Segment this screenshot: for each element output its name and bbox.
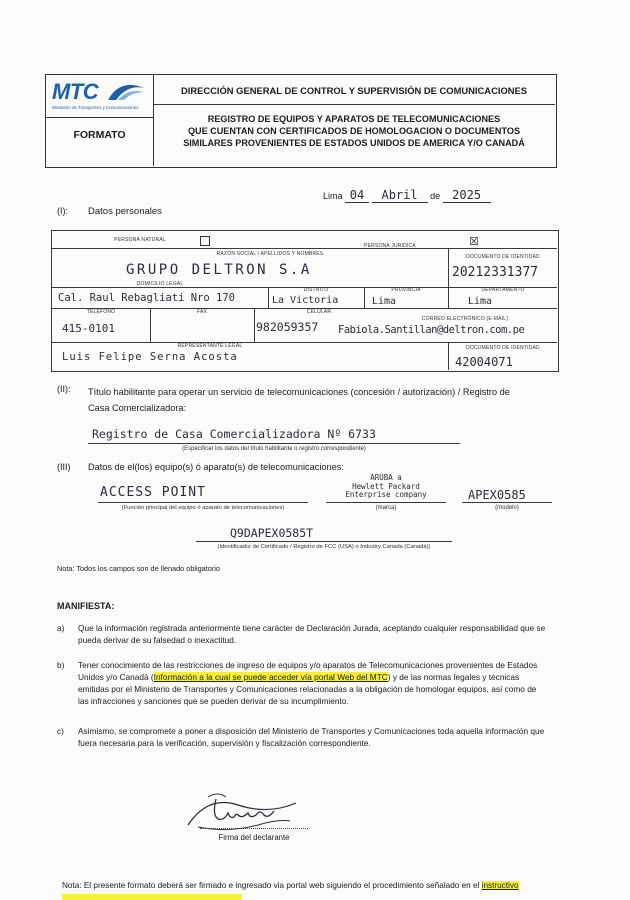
correo-value: Fabiola.Santillan@deltron.com.pe	[338, 324, 525, 336]
manifiesta-b-line2	[78, 671, 568, 683]
correo-label: CORREO ELECTRÓNICO (E-MAIL)	[421, 316, 509, 322]
manifiesta-c-line2: fuera necesaria para la verificación, supervisión y fiscalización correspondiente.	[78, 738, 371, 748]
formato-label: FORMATO	[73, 129, 126, 141]
celular-value: 982059357	[256, 320, 319, 334]
date-de: de	[430, 191, 441, 201]
section3-title: Datos de el(los) equipo(s) ó aparato(s) de telecomunicaciones:	[88, 462, 344, 472]
form-title-line2: QUE CUENTAN CON CERTIFICADOS DE HOMOLOGACION O DOCUMENTOS	[187, 126, 521, 136]
modelo-value: APEX0585	[468, 488, 526, 502]
manifiesta-b-line3: emitidas por el Ministerio de Transportes y Comunicaciones relacionadas a la obligación de homologar equipos, así como de	[78, 684, 537, 694]
marca-value-line3: Enterprise company	[345, 490, 427, 499]
departamento-value: Lima	[468, 296, 493, 307]
provincia-label: PROVINCIA	[391, 287, 421, 293]
representante-value: Luis Felipe Serna Acosta	[62, 351, 238, 363]
domicilio-label: DOMICILIO LEGAL	[136, 281, 184, 287]
distrito-value: La Victoria	[272, 295, 339, 306]
manifiesta-b-line1: Tener conocimiento de las restricciones de ingreso de equipos y/o aparatos de Telecomunicaciones provenientes de Estados	[78, 660, 538, 670]
manifiesta-a-line2: pueda derivar de su falsedad o inexactitud.	[78, 635, 237, 645]
mtc-logo-swoosh-icon	[106, 80, 146, 102]
form-title-line1: REGISTRO DE EQUIPOS Y APARATOS DE TELECOMUNICACIONES	[207, 114, 501, 124]
marca-value-line1: ARUBA a	[370, 473, 402, 482]
domicilio-value: Cal. Raul Rebagliati Nro 170	[58, 292, 236, 304]
distrito-label: DISTRITO	[303, 287, 329, 293]
marca-value-line2: Hewlett Packard	[352, 481, 420, 491]
manifiesta-c-label: c)	[57, 726, 64, 736]
marca-caption: (marca)	[375, 505, 397, 511]
mtc-portal-link[interactable]: Información a la cual se puede acceder vía portal Web del MTC	[153, 672, 388, 682]
persona-natural-label: PERSONA NATURAL	[114, 237, 166, 243]
mtc-logo	[50, 78, 150, 114]
provincia-value: Lima	[372, 296, 397, 307]
section2-caption: (Especificar los datos del título habilitante o registro correspondiente)	[182, 446, 366, 452]
manifiesta-b-text	[78, 659, 568, 707]
manifiesta-a-line1: Que la información registrada anteriormente tiene carácter de Declaración Jurada, aceptando cualquier responsabilidad que se	[78, 623, 546, 633]
mtc-logo-text: MTC	[52, 79, 99, 104]
date-month: Abril	[372, 188, 428, 203]
modelo-caption: (modelo)	[495, 505, 519, 511]
rep-doc-label: DOCUMENTO DE IDENTIDAD	[466, 345, 540, 351]
section2-text	[88, 384, 558, 416]
section2-number: (II):	[57, 384, 71, 394]
section1-title: Datos personales	[88, 206, 162, 217]
form-title	[154, 113, 554, 149]
telefono-label: TELEFONO	[86, 309, 116, 315]
cert-caption: (Identificador de Certificado / Registro de FCC (USA) o Industry Canada (Canadá))	[217, 544, 431, 550]
nota-final-text: Nota: El presente formato deberá ser firmado e ingresado via portal web siguiendo el procedimiento señalado en el	[62, 881, 482, 890]
cert-value: Q9DAPEX0585T	[230, 526, 314, 540]
razon-social-label: RAZÓN SOCIAL / APELLIDOS Y NOMBRES	[216, 251, 324, 257]
manifiesta-a-label: a)	[57, 623, 65, 633]
doc-identidad-value: 20212331377	[452, 265, 539, 280]
funcion-value: ACCESS POINT	[100, 485, 206, 500]
instructivo-link[interactable]: instructivo	[481, 881, 519, 890]
highlight-strip	[62, 894, 242, 900]
manifiesta-b-line4: las infracciones y sanciones que se pueden derivar de su incumplimiento.	[78, 696, 349, 706]
mtc-logo-subtitle: Ministerio de Transportes y Comunicaciones	[52, 105, 139, 110]
section3-number: (III)	[57, 462, 71, 472]
manifiesta-c-text	[78, 725, 568, 749]
nota-campos: Nota: Todos los campos son de llenado obligatorio	[57, 564, 220, 573]
section2-text-line1: Título habilitante para operar un servicio de telecomunicaciones (concesión / autorización) / Registro de	[88, 387, 510, 397]
telefono-value: 415-0101	[62, 322, 115, 335]
form-title-line3: SIMILARES PROVENIENTES DE ESTADOS UNIDOS DE AMERICA Y/O CANADÁ	[183, 138, 525, 148]
manifiesta-b-line2-pre: Unidos y/o Canadá (	[78, 672, 154, 682]
manifiesta-c-line1: Asimismo, se compromete a poner a disposición del Ministerio de Transportes y Comunicaciones toda aquella información que	[78, 726, 545, 736]
fax-label: FAX	[196, 309, 208, 315]
date-city: Lima	[323, 191, 343, 201]
manifiesta-b-line2-post: ) y de las normas legales y técnicas	[387, 672, 520, 682]
persona-natural-checkbox[interactable]	[200, 236, 210, 246]
persona-juridica-label: PERSONA JURIDICA	[364, 243, 416, 249]
representante-label: REPRESENTANTE LEGAL	[177, 343, 243, 349]
celular-label: CELULAR	[306, 309, 332, 315]
departamento-label: DEPARTAMENTO	[481, 287, 525, 293]
section2-value: Registro de Casa Comercializadora Nº 6733	[92, 427, 376, 441]
direccion-title: DIRECCIÓN GENERAL DE CONTROL Y SUPERVISIÓN DE COMUNICACIONES	[180, 85, 528, 96]
doc-identidad-label: DOCUMENTO DE IDENTIDAD	[466, 254, 540, 260]
section2-text-line2: Casa Comercializadora:	[88, 403, 187, 413]
firma-caption: Firma del declarante	[218, 833, 290, 842]
date-day: 04	[345, 188, 369, 203]
marca-value	[336, 474, 436, 500]
nota-final	[62, 881, 519, 890]
section1-number: (I):	[57, 206, 68, 216]
manifiesta-a-text	[78, 622, 568, 646]
manifiesta-b-label: b)	[57, 660, 65, 670]
rep-doc-value: 42004071	[455, 355, 513, 369]
manifiesta-title: MANIFIESTA:	[57, 601, 115, 611]
persona-juridica-checkbox[interactable]: ☒	[469, 236, 479, 248]
date-year: 2025	[443, 188, 491, 203]
funcion-caption: (Función principal del equipo ó aparato de telecomunicaciones)	[121, 505, 285, 511]
date-line	[323, 188, 491, 203]
razon-social-value: GRUPO DELTRON S.A	[126, 262, 312, 278]
